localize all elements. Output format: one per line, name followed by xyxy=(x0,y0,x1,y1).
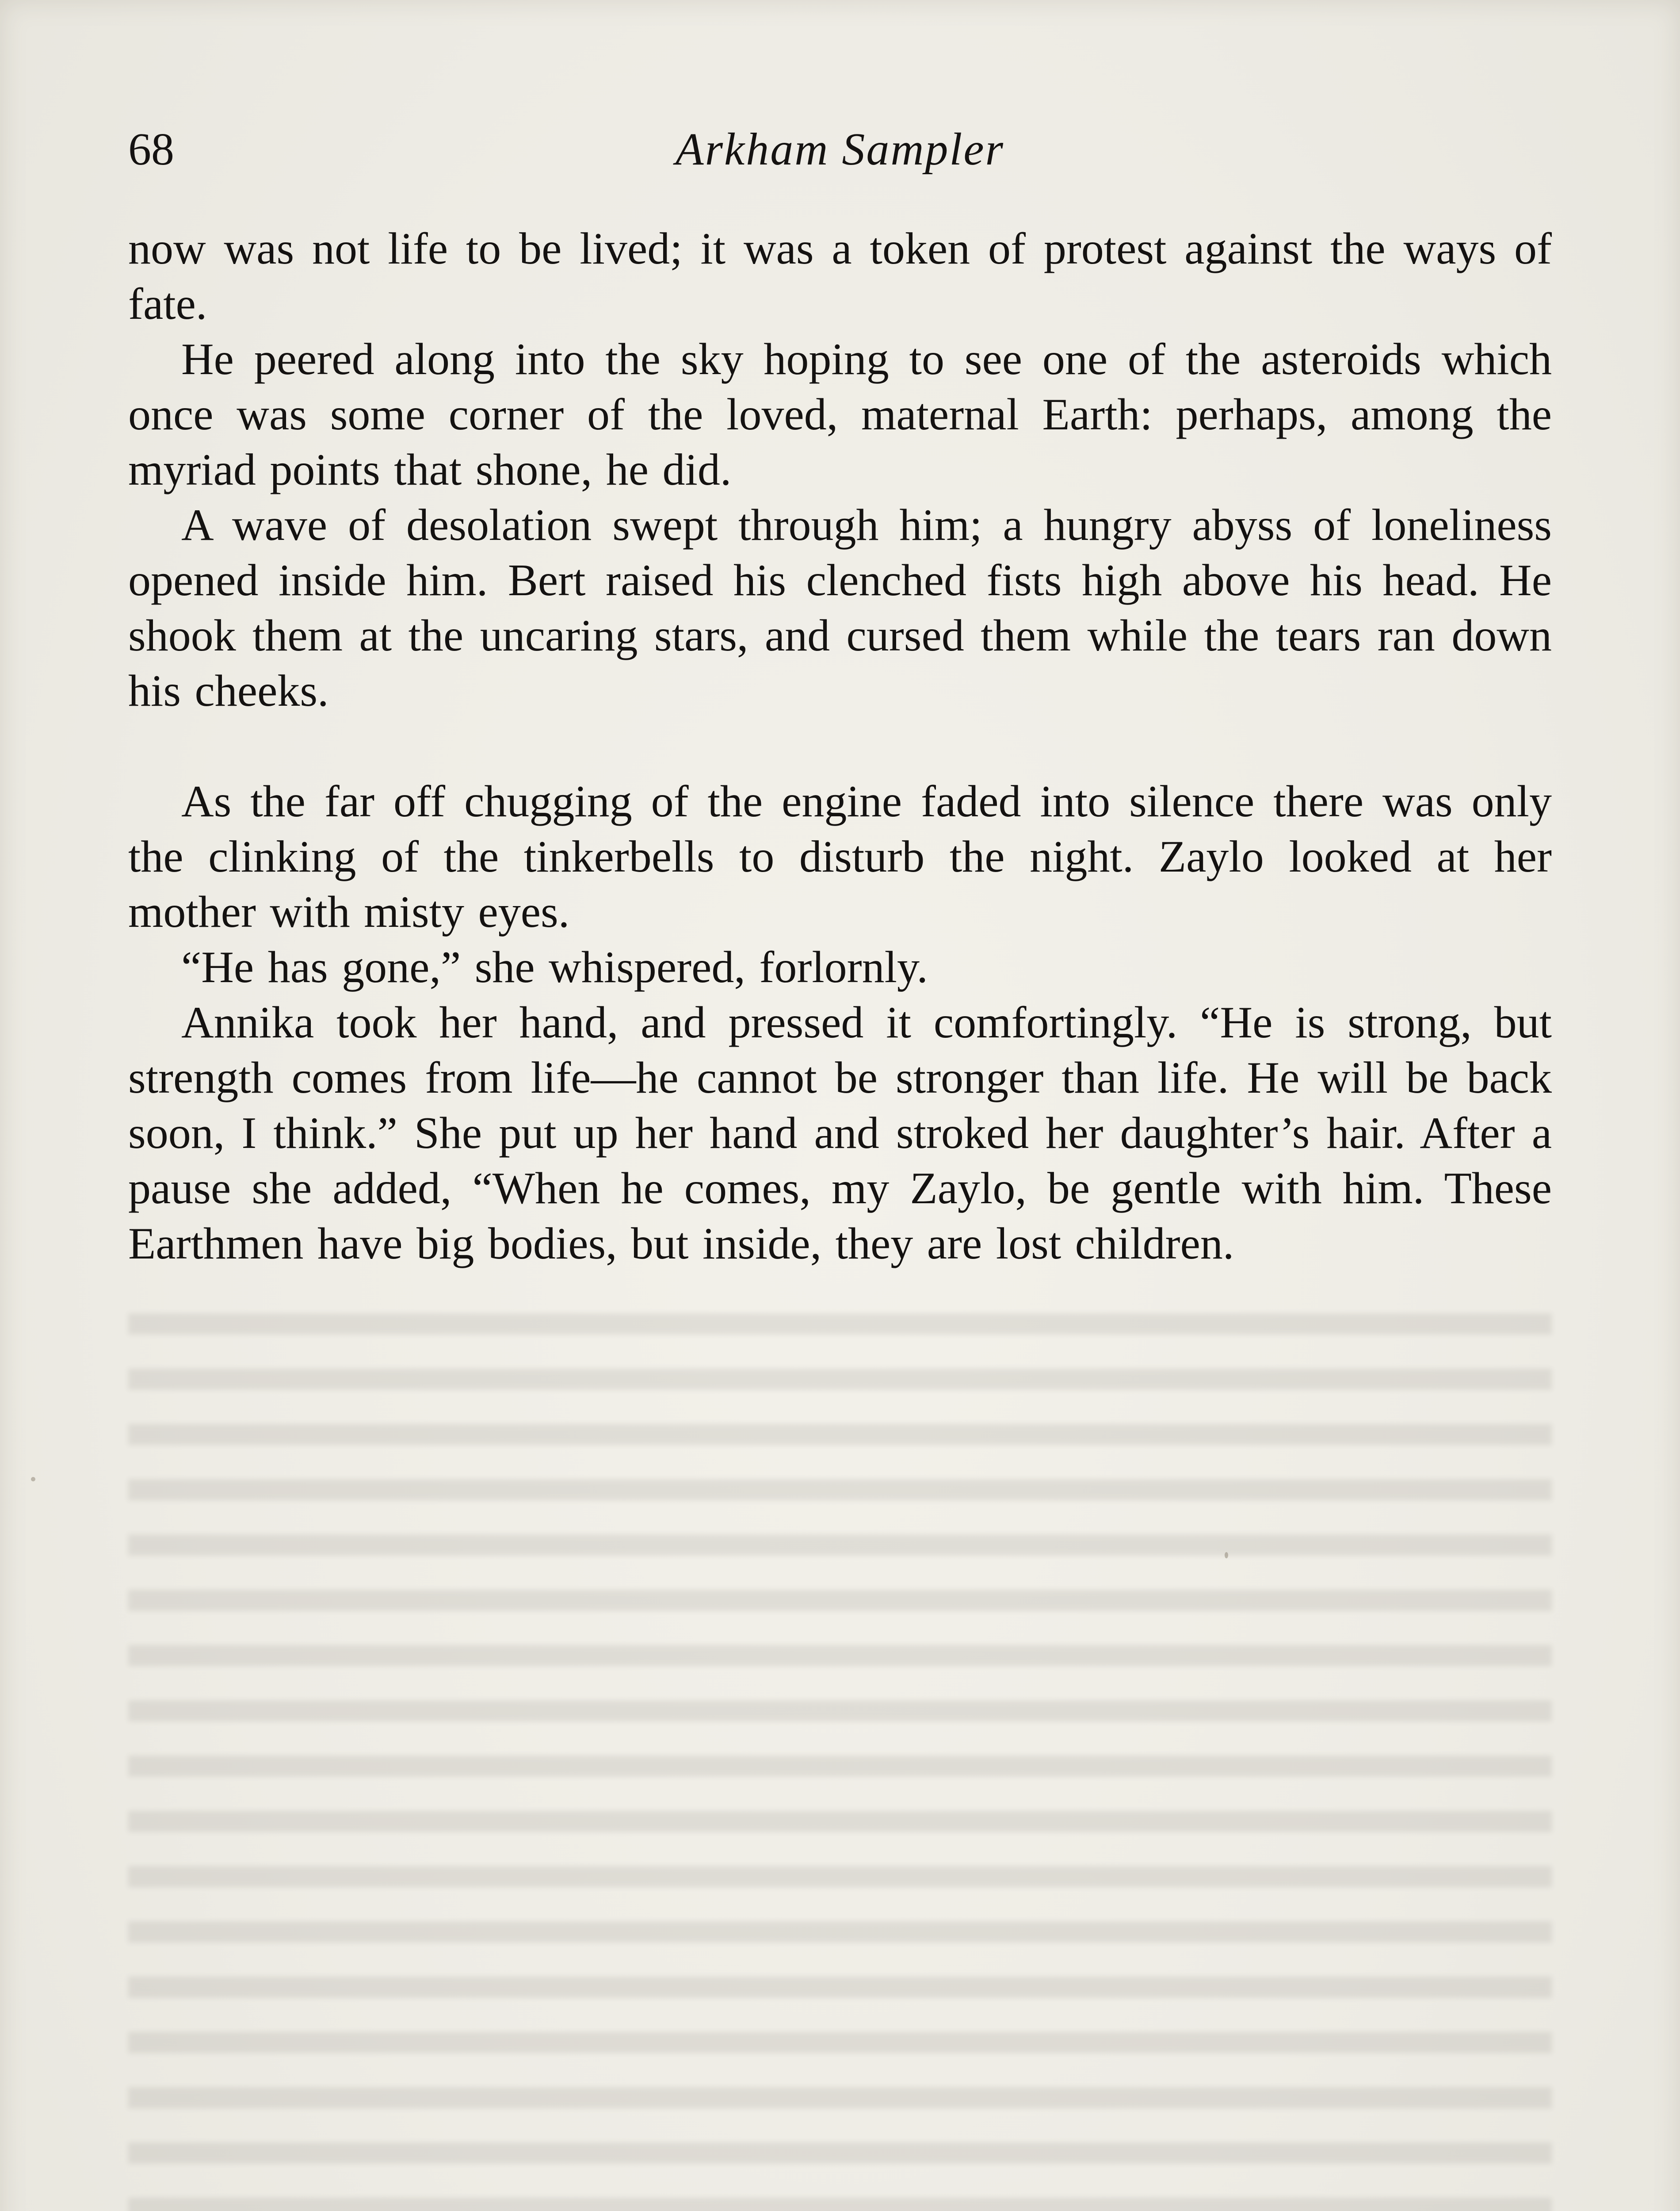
body-text xyxy=(128,221,1552,1271)
running-title: Arkham Sampler xyxy=(676,124,1004,175)
show-through-texture xyxy=(128,1296,1552,2211)
paragraph: As the far off chugging of the engine faded into silence there was only the clinking of the tinkerbells to disturb the night. Zaylo looked at her mother with misty eyes. xyxy=(128,777,1552,937)
paragraph: Annika took her hand, and pressed it comfortingly. “He is strong, but strength comes from life—he cannot be stronger than life. He will be back soon, I think.” She put up her hand and stroked her daughter’s hair. After a pause she added, “When he comes, my Zaylo, be gentle with him. These Earthmen have big bodies, but inside, they are lost children. xyxy=(128,998,1552,1269)
page-number: 68 xyxy=(128,124,174,175)
paragraph: He peered along into the sky hoping to see one of the asteroids which once was some corner of the loved, maternal Earth: perhaps, among the myriad points that shone, he did. xyxy=(128,334,1552,495)
running-head xyxy=(128,119,1552,180)
paragraph: now was not life to be lived; it was a token of protest against the ways of fate. xyxy=(128,224,1552,329)
paper-speck xyxy=(1225,1552,1228,1558)
paper-speck xyxy=(31,1477,35,1481)
section-break xyxy=(128,719,1552,774)
paragraph: A wave of desolation swept through him; a hungry abyss of loneliness opened inside him. Bert raised his clenched fists high above his head. He shook them at the uncaring stars, and cursed them while the tears ran down his cheeks. xyxy=(128,500,1552,716)
paragraph: “He has gone,” she whispered, forlornly. xyxy=(181,942,928,992)
